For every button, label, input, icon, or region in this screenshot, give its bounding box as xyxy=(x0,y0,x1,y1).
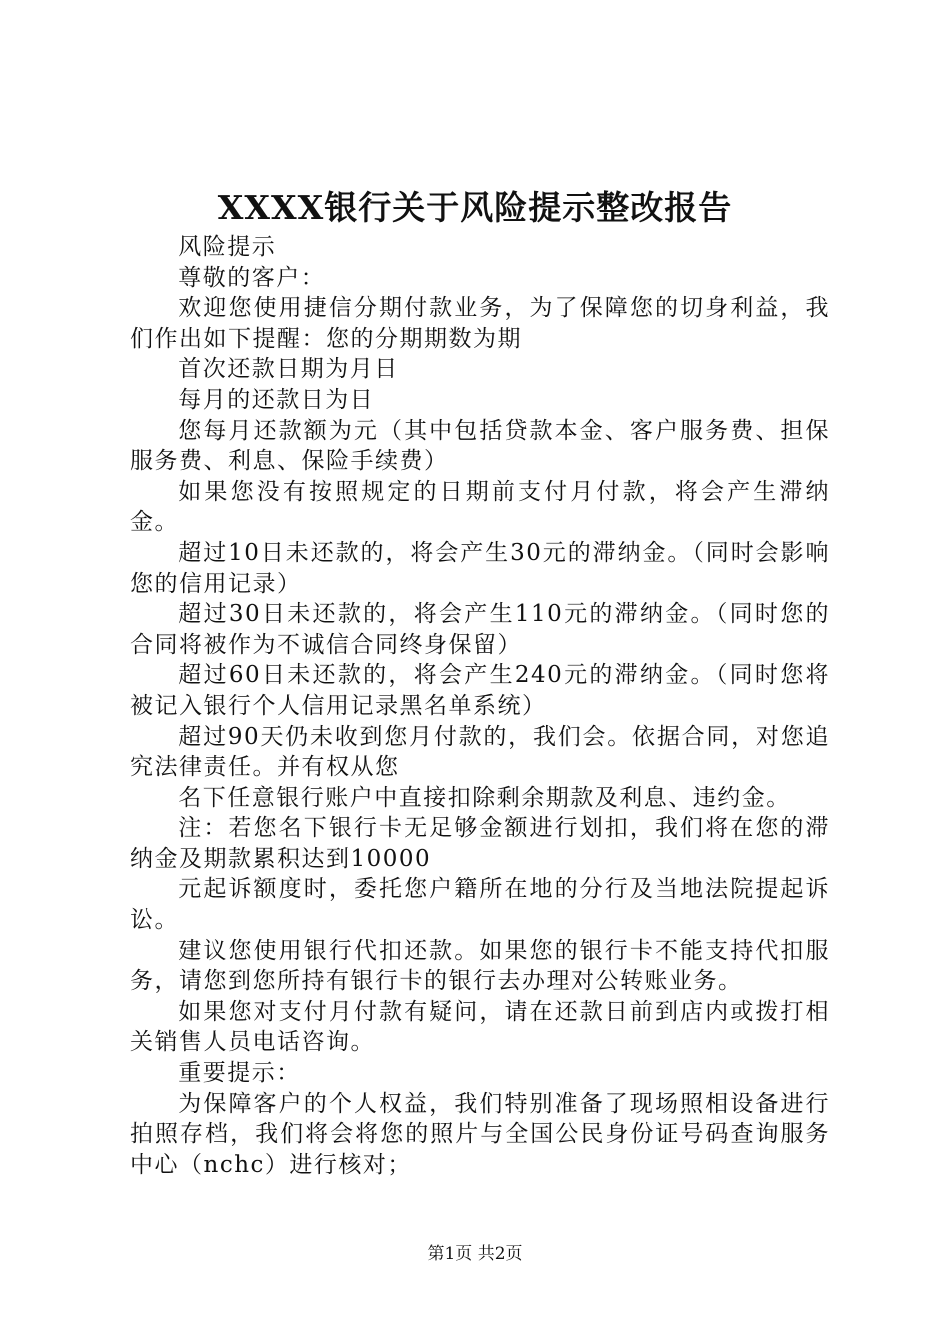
paragraph: 首次还款日期为月日 xyxy=(178,356,399,383)
paragraph: 元起诉额度时，委托您户籍所在地的分行及当地法院提起诉讼。 xyxy=(130,876,830,934)
document-body xyxy=(130,232,830,1180)
paragraph: 注：若您名下银行卡无足够金额进行划扣，我们将在您的滞纳金及期款累积达到10000 xyxy=(130,815,830,872)
paragraph: 尊敬的客户： xyxy=(178,264,326,291)
paragraph: 超过10日未还款的，将会产生30元的滞纳金。（同时会影响您的信用记录） xyxy=(130,539,830,597)
paragraph: 每月的还款日为日 xyxy=(178,386,375,413)
paragraph: 如果您对支付月付款有疑问，请在还款日前到店内或拨打相关销售人员电话咨询。 xyxy=(130,998,830,1056)
paragraph: 如果您没有按照规定的日期前支付月付款，将会产生滞纳金。 xyxy=(130,478,830,536)
paragraph: 建议您使用银行代扣还款。如果您的银行卡不能支持代扣服务，请您到您所持有银行卡的银行去办理对公转账业务。 xyxy=(130,937,830,995)
page-footer: 第1页 共2页 xyxy=(427,1244,523,1264)
paragraph: 风险提示 xyxy=(178,234,277,260)
paragraph: 名下任意银行账户中直接扣除剩余期款及利息、违约金。 xyxy=(178,784,791,811)
document-title: XXXX银行关于风险提示整改报告 xyxy=(217,188,733,227)
paragraph: 欢迎您使用捷信分期付款业务，为了保障您的切身利益，我们作出如下提醒：您的分期期数为期 xyxy=(130,295,830,352)
paragraph: 重要提示： xyxy=(178,1060,301,1087)
paragraph: 超过90天仍未收到您月付款的，我们会。依据合同，对您追究法律责任。并有权从您 xyxy=(130,723,830,781)
paragraph: 为保障客户的个人权益，我们特别准备了现场照相设备进行拍照存档，我们将会将您的照片与全国公民身份证号码查询服务中心（nchc）进行核对； xyxy=(130,1090,830,1178)
paragraph: 超过60日未还款的，将会产生240元的滞纳金。（同时您将被记入银行个人信用记录黑名单系统） xyxy=(130,662,830,719)
paragraph: 您每月还款额为元（其中包括贷款本金、客户服务费、担保服务费、利息、保险手续费） xyxy=(130,417,830,475)
paragraph: 超过30日未还款的，将会产生110元的滞纳金。（同时您的合同将被作为不诚信合同终身保留） xyxy=(130,601,830,658)
